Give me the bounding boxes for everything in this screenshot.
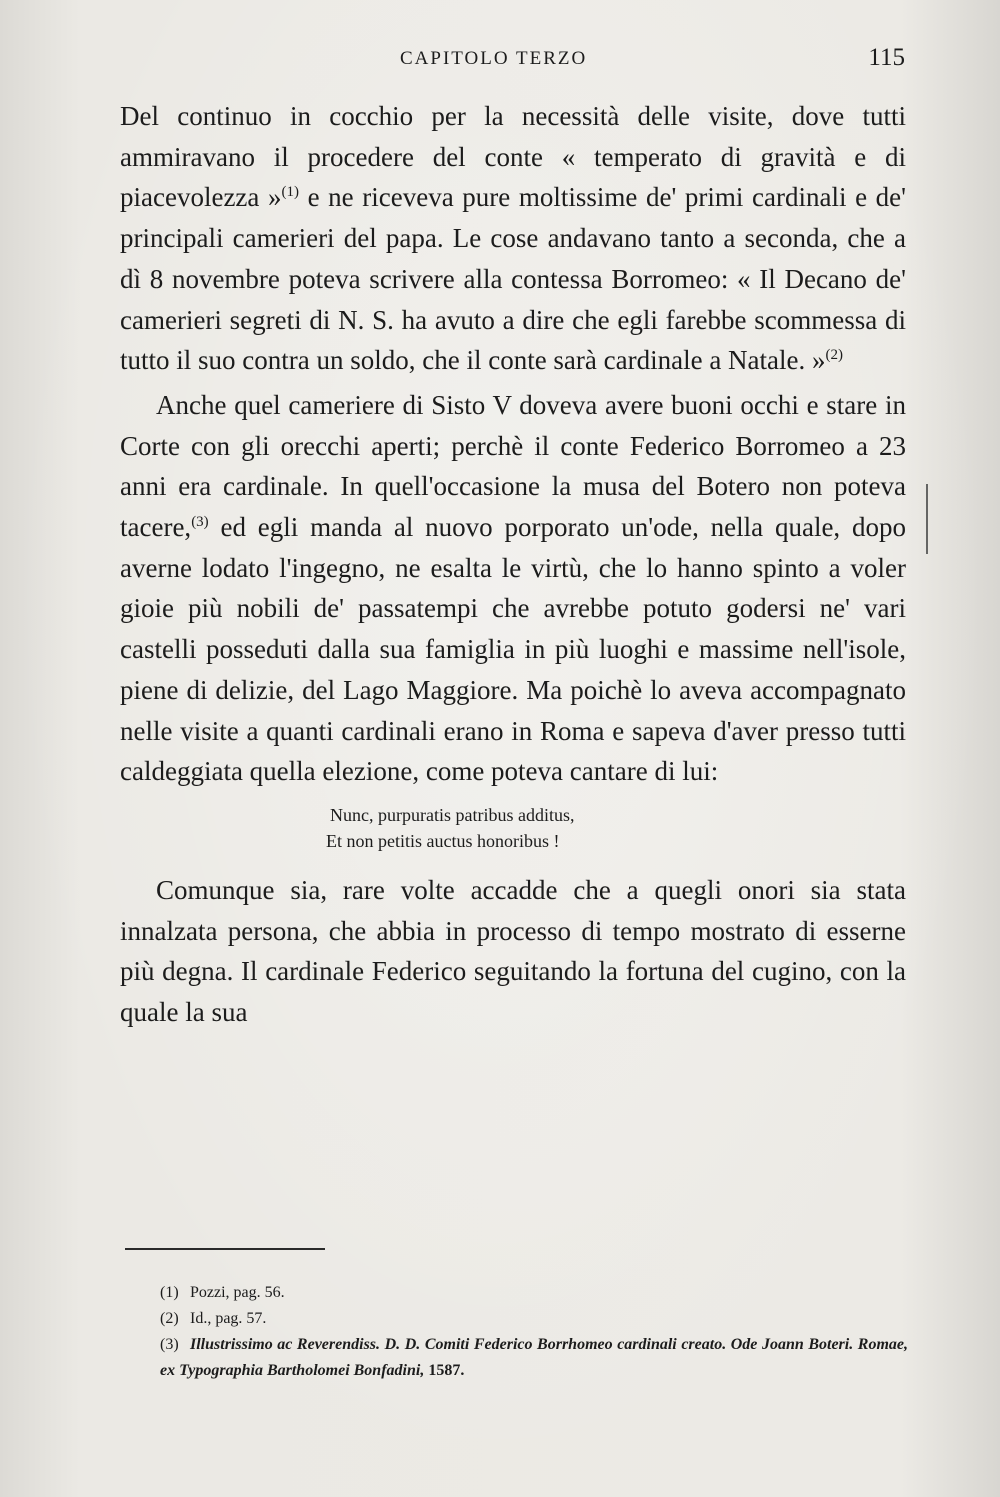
footnote-3-text: Illustrissimo ac Reverendiss. D. D. Comiti Federico Borrhomeo cardinali creato. Ode Joann Boteri. Romae, ex Typographia Bartholomei Bonfadini,: [160, 1336, 908, 1379]
footnote-ref-3: (3): [191, 514, 209, 531]
paragraph-2-text-b: ed egli manda al nuovo porporato un'ode, nella quale, dopo averne lodato l'ingegno, ne esalta le virtù, che lo hanno spinto a voler gioie più nobili de' passatempi che avrebbe potuto godersi ne' vari castelli posseduti dalla sua famiglia in più luoghi e massime nell'isole, piene di delizie, del Lago Maggiore. Ma poichè lo aveva accompagnato nelle visite a quanti cardinali erano in Roma e sapeva d'aver presso tutti caldeggiata quella elezione, come poteva cantare di lui:: [120, 512, 906, 787]
footnotes: [160, 1280, 908, 1384]
chapter-title: CAPITOLO TERZO: [400, 48, 588, 69]
verse-line-1: Nunc, purpuratis patribus additus,: [330, 804, 575, 825]
body-text: [120, 96, 906, 1033]
footnote-ref-2: (2): [825, 347, 844, 364]
footnote-3-date: 1587.: [424, 1362, 465, 1379]
latin-verse: [326, 802, 906, 854]
footnote-2-text: Id., pag. 57.: [190, 1310, 267, 1327]
footnote-3: [160, 1332, 908, 1384]
margin-pencil-mark: [926, 484, 928, 554]
footnote-divider: [125, 1248, 325, 1250]
footnote-1-number: (1): [160, 1284, 179, 1301]
paragraph-2: [120, 385, 906, 792]
footnote-1: [160, 1280, 908, 1306]
footnote-ref-1: (1): [281, 184, 299, 201]
page-number: 115: [868, 44, 905, 71]
running-head: [120, 44, 905, 74]
paragraph-1-text-a: Del continuo in cocchio per la necessità delle visite, dove tutti ammiravano il procedere del conte « temperato di gravità e di piacevolezza »: [120, 101, 906, 213]
paragraph-1-text-b: e ne riceveva pure moltissime de' primi cardinali e de' principali camerieri del papa. Le cose andavano tanto a seconda, che a dì 8 novembre poteva scrivere alla contessa Borromeo: « Il Decano de' camerieri segreti di N. S. ha avuto a dire che egli farebbe scommessa di tutto il suo contra un soldo, che il conte sarà cardinale a Natale. »: [120, 182, 906, 376]
paragraph-3-text: Comunque sia, rare volte accadde che a quegli onori sia stata innalzata persona, che abbia in processo di tempo mostrato di esserne più degna. Il cardinale Federico seguitando la fortuna del cugino, con la quale la sua: [120, 874, 906, 1028]
paragraph-2-text-a: Anche quel cameriere di Sisto V doveva avere buoni occhi e stare in Corte con gli orecchi aperti; perchè il conte Federico Borromeo a 23 anni era cardinale. In quell'occasione la musa del Botero non poteva tacere,: [120, 389, 906, 543]
footnote-2: [160, 1306, 908, 1332]
paragraph-3: [120, 870, 906, 1033]
footnote-3-number: (3): [160, 1336, 179, 1353]
footnote-2-number: (2): [160, 1310, 179, 1327]
verse-line-2: Et non petitis auctus honoribus !: [326, 830, 560, 851]
footnote-1-text: Pozzi, pag. 56.: [190, 1284, 285, 1301]
paragraph-1: [120, 96, 906, 381]
